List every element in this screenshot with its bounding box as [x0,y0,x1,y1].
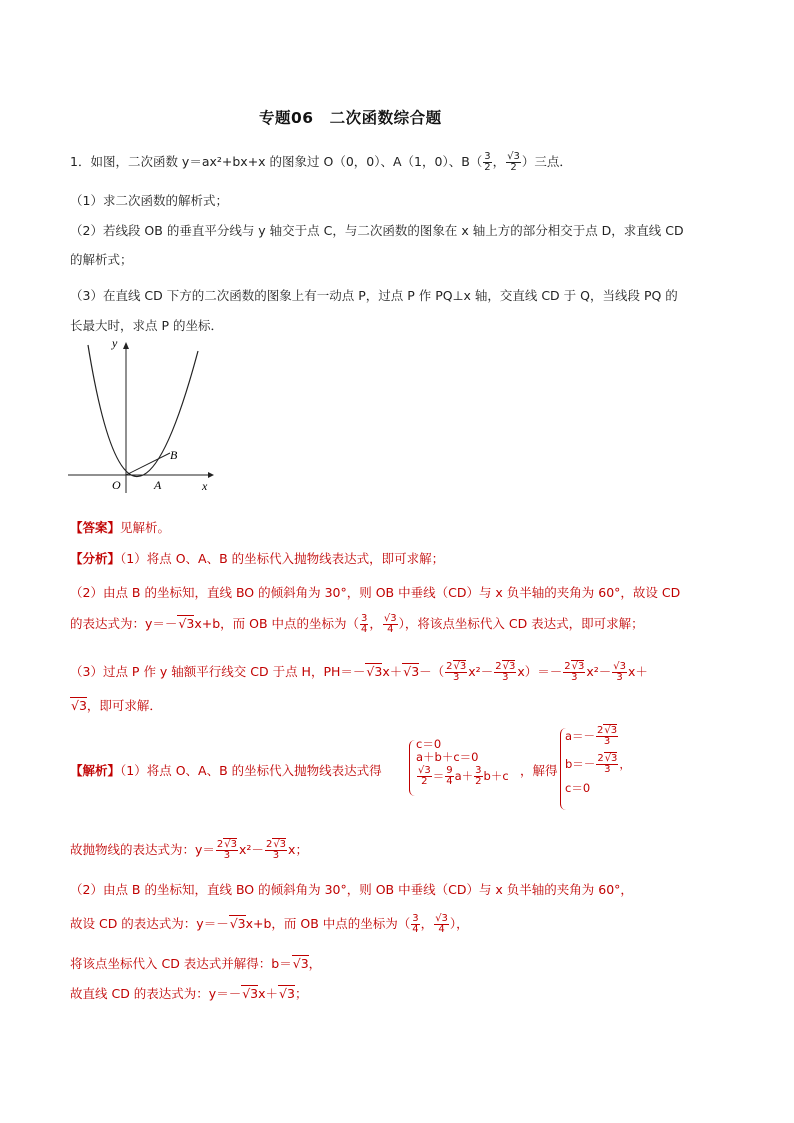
fraction: $\frac{√3}{2}$ [507,151,520,173]
solution-part-2-line-3: 将该点坐标代入 CD 表达式并解得：b＝√3， [70,956,322,971]
analysis-line-1 [70,549,444,567]
solution-parabola-expression: 故抛物线的表达式为：y＝ $\frac{2√3}{3}$ x²－ $\frac{2√3}{3}$ x； [70,839,308,861]
parabola-curve [88,345,198,477]
analysis-part-3-line-2: √3，即可求解． [71,698,162,713]
parabola-figure [60,335,220,495]
system-brace-1 [409,740,416,796]
solution-part-2-line-2: 故设 CD 的表达式为：y＝－√3x+b，而 OB 中点的坐标为（ $\frac{3}{4}$ ， $\frac{√3}{4}$ ）， [70,913,469,935]
analysis-part-3-line-1: （3）过点 P 作 y 轴额平行线交 CD 于点 H，PH＝－√3x＋√3－（ $\frac{2√3}{3}$ x²－ $\frac{2√3}{3}$ x）＝－ $\frac{2√3}{3}$ x²－ $\frac{√3}{3}$ x＋ [70,661,648,683]
equation-system-1: c＝0 a＋b＋c＝0 $\frac{√3}{2}$ ＝ $\frac{9}{4}$ a＋ $\frac{3}{2}$ b＋c [416,737,509,787]
y-label: y [112,336,118,350]
analysis-part-2-line-1: （2）由点 B 的坐标知，直线 BO 的倾斜角为 30°，则 OB 中垂线（CD）与 x 负半轴的夹角为 60°，故设 CD [70,585,681,600]
page-title: 专题06 二次函数综合题 [259,109,442,127]
answer-line [70,518,170,536]
solve-result-label: ，解得 [520,763,558,778]
answer-tag: 【答案】 [70,520,121,535]
x-label: x [202,479,208,493]
analysis-tag: 【分析】 [70,551,121,566]
question-number: 1． [70,154,91,169]
question-part-2-line-2: 的解析式； [70,252,133,267]
question-text-end: ）三点． [521,154,572,169]
question-part-1: （1）求二次函数的解析式； [70,193,228,208]
x-axis-arrow [208,472,214,478]
sqrt-three: √3 [178,616,195,631]
question-text: 如图，二次函数 y＝ax²+bx+x 的图象过 O（0，0）、A（1，0）、B（ [90,154,483,169]
question-part-2-line-1: （2）若线段 OB 的垂直平分线与 y 轴交于点 C，与二次函数的图象在 x 轴上方的部分相交于点 D，求直线 CD [70,223,684,238]
equation-system-2: a＝－ $\frac{2√3}{3}$ b＝－ $\frac{2√3}{3}$ ， c＝0 [565,725,631,795]
analysis-part-2-line-2: 的表达式为：y＝－√3x+b，而 OB 中点的坐标为（ $\frac{3}{4}$ ， $\frac{√3}{4}$ ），将该点坐标代入 CD 表达式，即可求解； [70,613,644,635]
point-a-label: A [154,478,162,492]
point-b-label: B [170,448,178,462]
solution-part-2-line-1: （2）由点 B 的坐标知，直线 BO 的倾斜角为 30°，则 OB 中垂线（CD）与 x 负半轴的夹角为 60°， [70,882,633,897]
solution-tag: 【解析】 [70,763,121,778]
solution-part-1: （1）将点 O、A、B 的坐标代入抛物线表达式得 [120,763,382,778]
solution-line-1 [70,761,382,779]
answer-text: 见解析。 [120,520,171,535]
question-part-3-line-2: 长最大时，求点 P 的坐标． [70,318,223,333]
question-part-3-line-1: （3）在直线 CD 下方的二次函数的图象上有一动点 P，过点 P 作 PQ⊥x 轴，交直线 CD 于 Q，当线段 PQ 的 [70,288,678,303]
origin-label: O [112,478,121,492]
y-axis-arrow [123,342,129,349]
question-intro: 1．如图，二次函数 y＝ax²+bx+x 的图象过 O（0，0）、A（1，0）、B（ $\frac{3}{2}$ ， $\frac{√3}{2}$ ）三点． [70,151,572,173]
solution-part-2-line-4: 故直线 CD 的表达式为：y＝－√3x＋√3； [70,986,308,1001]
analysis-part-1: （1）将点 O、A、B 的坐标代入抛物线表达式，即可求解； [120,551,445,566]
fraction: $\frac{3}{2}$ [484,151,491,173]
